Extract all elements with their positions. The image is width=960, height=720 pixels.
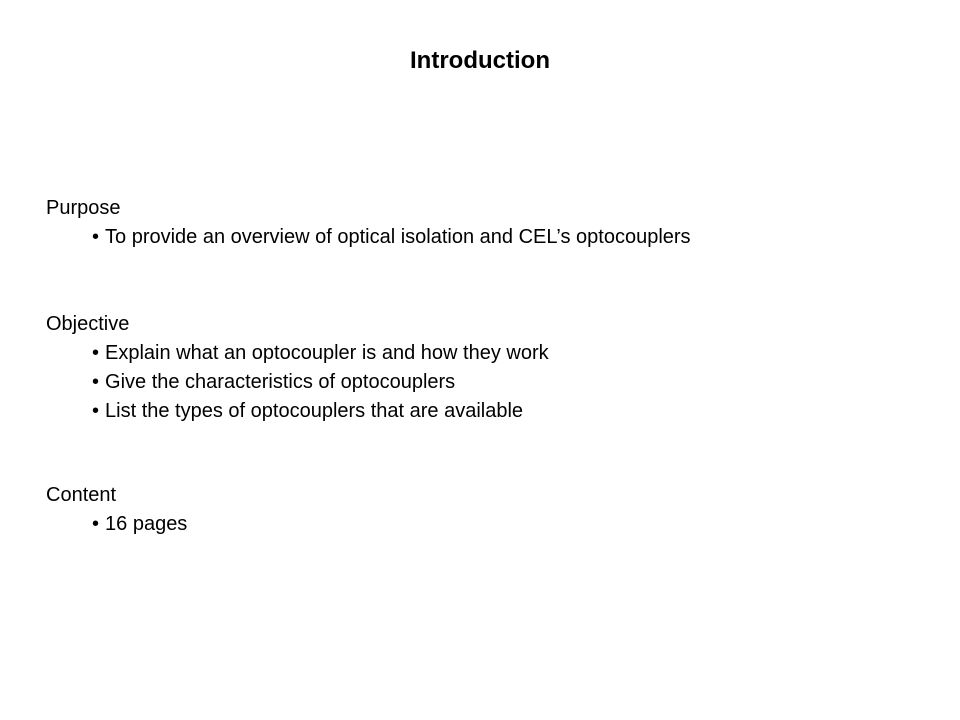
list-item: [92, 397, 926, 426]
list-item-text: Explain what an optocoupler is and how they work: [105, 342, 549, 364]
bullet-icon: •: [92, 342, 100, 364]
list-item-text: List the types of optocouplers that are available: [105, 400, 524, 422]
list-item-text: To provide an overview of optical isolation and CEL’s optocouplers: [105, 226, 691, 248]
bullet-icon: •: [92, 400, 100, 422]
bullet-icon: •: [92, 226, 100, 248]
section-heading-content: Content: [46, 484, 117, 506]
list-item: [92, 510, 926, 539]
section-objective: [46, 310, 926, 426]
list-item: [92, 223, 926, 252]
section-heading-purpose: Purpose: [46, 197, 121, 219]
bullet-list-purpose: [46, 223, 926, 252]
bullet-icon: •: [92, 371, 100, 393]
list-item-text: Give the characteristics of optocouplers: [105, 371, 456, 393]
bullet-list-content: [46, 510, 926, 539]
list-item: [92, 368, 926, 397]
section-content: [46, 481, 926, 539]
bullet-icon: •: [92, 513, 100, 535]
list-item: [92, 339, 926, 368]
section-purpose: [46, 194, 926, 252]
bullet-list-objective: [46, 339, 926, 426]
section-heading-objective: Objective: [46, 313, 130, 335]
page-title: Introduction: [410, 47, 550, 74]
list-item-text: 16 pages: [105, 513, 188, 535]
